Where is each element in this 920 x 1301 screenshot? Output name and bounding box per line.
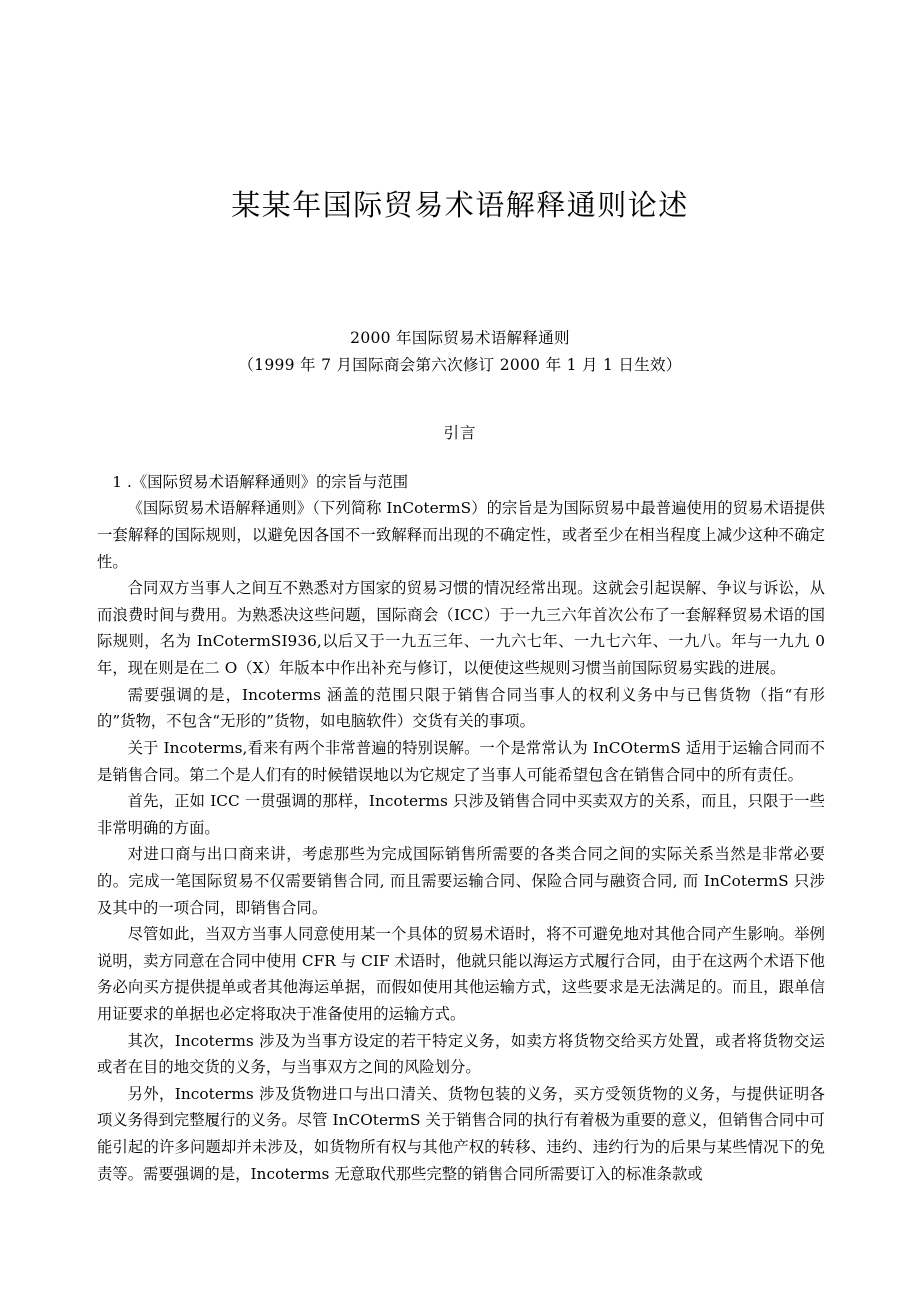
- paragraph-1-scope-heading: 1 .《国际贸易术语解释通则》的宗旨与范围: [112, 472, 409, 491]
- paragraph-purpose: 《国际贸易术语解释通则》（下列简称 InCotermS）的宗旨是为国际贸易中最普遍使用的贸易术语提供一套解释的国际规则，以避免因各国不一致解释而出现的不确定性，或者至少在相当程度上减少这种不确定性。: [97, 499, 825, 571]
- page-title: 某某年国际贸易术语解释通则论述: [231, 188, 689, 222]
- subtitle-line-2: （1999 年 7 月国际商会第六次修订 2000 年 1 月 1 日生效）: [238, 355, 682, 374]
- paragraph-misconceptions: 关于 Incoterms,看来有两个非常普遍的特别误解。一个是常常认为 InCOtermS 适用于运输合同而不是销售合同。第二个是人们有的时候错误地以为它规定了当事人可能希望包含在销售合同中的所有责任。: [97, 738, 825, 784]
- paragraph-importer-exporter: 对进口商与出口商来讲，考虑那些为完成国际销售所需要的各类合同之间的实际关系当然是非常必要的。完成一笔国际贸易不仅需要销售合同, 而且需要运输合同、保险合同与融资合同, 而 InCotermS 只涉及其中的一项合同，即销售合同。: [97, 845, 825, 917]
- paragraph-icc-emphasis: 首先，正如 ICC 一贯强调的那样，Incoterms 只涉及销售合同中买卖双方的关系，而且，只限于一些非常明确的方面。: [97, 792, 825, 837]
- subtitle-line-1: 2000 年国际贸易术语解释通则: [350, 329, 570, 348]
- document-body: [0, 469, 920, 1187]
- paragraph-coverage: 需要强调的是，Incoterms 涵盖的范围只限于销售合同当事人的权利义务中与已售货物（指“有形的”货物，不包含“无形的”货物，如电脑软件）交货有关的事项。: [97, 685, 825, 731]
- section-heading-introduction: 引言: [443, 424, 477, 443]
- paragraph-customs-packaging: 另外，Incoterms 涉及货物进口与出口清关、货物包装的义务，买方受领货物的义务，与提供证明各项义务得到完整履行的义务。尽管 InCOtermS 关于销售合同的执行有着极为重要的意义，但销售合同中可能引起的许多问题却并未涉及，如货物所有权与其他产权的转移、违约、违约行为的后果与某些情况下的免责等。需要强调的是，Incoterms 无意取代那些完整的销售合同所需要订入的标准条款或: [97, 1084, 825, 1183]
- paragraph-specific-obligations: 其次，Incoterms 涉及为当事方设定的若干特定义务，如卖方将货物交给买方处置，或者将货物交运或者在目的地交货的义务，与当事双方之间的风险划分。: [97, 1031, 825, 1077]
- subtitle-block: [0, 325, 920, 378]
- paragraph-history: 合同双方当事人之间互不熟悉对方国家的贸易习惯的情况经常出现。这就会引起误解、争议与诉讼，从而浪费时间与费用。为熟悉决这些问题，国际商会（ICC）于一九三六年首次公布了一套解释贸易术语的国际规则，名为 InCotermSI936,以后又于一九五三年、一九六七年、一九七六年、一九八。年与一九九 0 年，现在则是在二 O（X）年版本中作出补充与修订，以便使这些规则习惯当前国际贸易实践的进展。: [97, 579, 825, 678]
- paragraph-cfr-cif: 尽管如此，当双方当事人同意使用某一个具体的贸易术语时，将不可避免地对其他合同产生影响。举例说明，卖方同意在合同中使用 CFR 与 CIF 术语时，他就只能以海运方式履行合同，由于在这两个术语下他务必向买方提供提单或者其他海运单据，而假如使用其他运输方式，这些要求是无法满足的。而且，跟单信用证要求的单据也必定将取决于准备使用的运输方式。: [97, 925, 825, 1023]
